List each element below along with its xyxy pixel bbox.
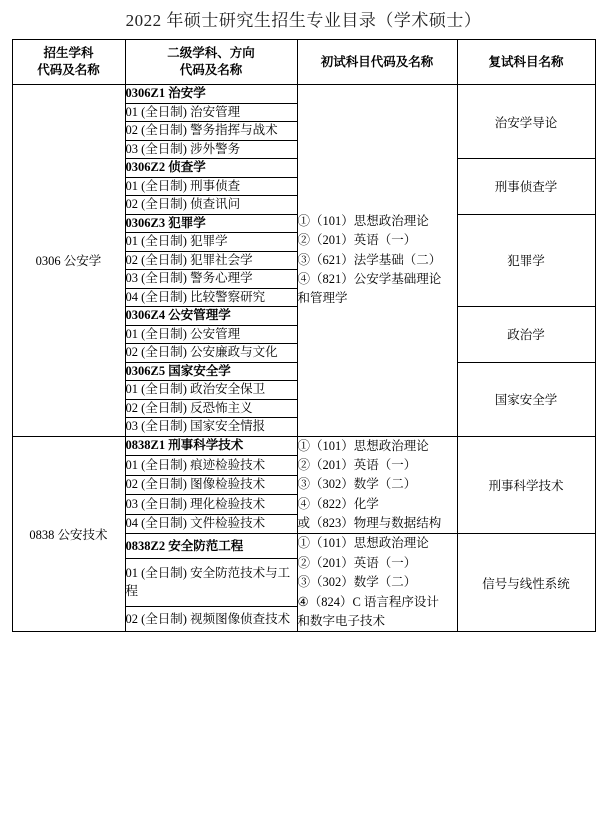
direction-row: 02 (全日制) 视频图像侦查技术 (125, 607, 297, 632)
column-header-subdiscipline-line1: 二级学科、方向 (167, 46, 255, 61)
retest-subject: 信号与线性系统 (457, 534, 595, 632)
subdiscipline-heading: 0306Z3 犯罪学 (125, 214, 297, 233)
exam-subjects-xingshi-kexue-jishu (297, 436, 457, 534)
direction-row: 03 (全日制) 警务心理学 (125, 270, 297, 289)
direction-row: 01 (全日制) 犯罪学 (125, 233, 297, 252)
exam-line: 和数字电子技术 (297, 613, 386, 628)
retest-subject: 国家安全学 (457, 362, 595, 436)
exam-line: ②（201）英语（一） (297, 457, 417, 472)
exam-line: ①（101）思想政治理论 (297, 536, 429, 551)
column-header-retest-subjects-line1: 复试科目名称 (488, 54, 564, 69)
exam-line: 和管理学 (297, 291, 348, 306)
direction-row: 02 (全日制) 图像检验技术 (125, 475, 297, 495)
direction-row: 04 (全日制) 文件检验技术 (125, 514, 297, 534)
direction-row: 01 (全日制) 刑事侦查 (125, 177, 297, 196)
direction-row: 03 (全日制) 涉外警务 (125, 140, 297, 159)
exam-line: ④（822）化学 (297, 496, 379, 511)
exam-line: ③（302）数学（二） (297, 575, 417, 590)
exam-subjects-gongan-xue (297, 85, 457, 437)
subdiscipline-heading: 0838Z1 刑事科学技术 (125, 436, 297, 456)
exam-line: ②（201）英语（一） (297, 555, 417, 570)
subdiscipline-heading: 0306Z2 侦查学 (125, 159, 297, 178)
retest-subject: 政治学 (457, 307, 595, 363)
discipline-name-gongan-jishu: 0838 公安技术 (12, 436, 125, 632)
direction-row: 01 (全日制) 政治安全保卫 (125, 381, 297, 400)
retest-subject: 犯罪学 (457, 214, 595, 307)
table-row (12, 85, 595, 104)
direction-row: 01 (全日制) 公安管理 (125, 325, 297, 344)
exam-line: ①（101）思想政治理论 (297, 213, 429, 228)
discipline-name-gongan-xue: 0306 公安学 (12, 85, 125, 437)
exam-line: ①（101）思想政治理论 (297, 438, 429, 453)
column-header-discipline-line2: 代码及名称 (37, 63, 100, 77)
exam-line: 或（823）物理与数据结构 (297, 516, 442, 530)
direction-row: 02 (全日制) 公安廉政与文化 (125, 344, 297, 363)
exam-line: ③（621）法学基础（二） (297, 252, 442, 267)
direction-row: 03 (全日制) 理化检验技术 (125, 495, 297, 515)
admissions-catalog-table (12, 39, 596, 632)
direction-row: 02 (全日制) 犯罪社会学 (125, 251, 297, 270)
direction-row: 03 (全日制) 国家安全情报 (125, 418, 297, 437)
subdiscipline-heading: 0306Z1 治安学 (125, 85, 297, 104)
column-header-discipline-line1: 招生学科 (43, 46, 94, 61)
column-header-subdiscipline-line2: 代码及名称 (179, 63, 243, 77)
exam-subjects-anquan-fangfan-gongcheng (297, 534, 457, 632)
table-row (12, 436, 595, 456)
subdiscipline-heading: 0306Z4 公安管理学 (125, 307, 297, 326)
table-header (12, 40, 595, 85)
column-header-subdiscipline (125, 40, 297, 85)
direction-row: 04 (全日制) 比较警察研究 (125, 288, 297, 307)
retest-subject: 刑事科学技术 (457, 436, 595, 534)
subdiscipline-heading: 0838Z2 安全防范工程 (125, 534, 297, 559)
column-header-exam-subjects-line1: 初试科目代码及名称 (320, 54, 434, 69)
direction-row: 02 (全日制) 侦查讯问 (125, 196, 297, 215)
direction-row: 02 (全日制) 警务指挥与战术 (125, 122, 297, 141)
page-title: 2022 年硕士研究生招生专业目录（学术硕士） (125, 11, 482, 30)
retest-subject: 治安学导论 (457, 85, 595, 159)
exam-line: ②（201）英语（一） (297, 233, 417, 248)
column-header-exam-subjects (297, 40, 457, 85)
exam-line: ④（821）公安学基础理论 (297, 271, 442, 286)
direction-row: 01 (全日制) 安全防范技术与工程 (125, 559, 297, 607)
subdiscipline-heading: 0306Z5 国家安全学 (125, 362, 297, 381)
direction-row: 01 (全日制) 治安管理 (125, 103, 297, 122)
direction-row: 01 (全日制) 痕迹检验技术 (125, 456, 297, 476)
column-header-retest-subjects (457, 40, 595, 85)
retest-subject: 刑事侦查学 (457, 159, 595, 215)
exam-line: ③（302）数学（二） (297, 477, 417, 492)
exam-line: ④（824）C 语言程序设计 (297, 594, 439, 609)
column-header-discipline (12, 40, 125, 85)
table-header-row (12, 40, 595, 85)
direction-row: 02 (全日制) 反恐怖主义 (125, 399, 297, 418)
table-body (12, 85, 595, 632)
